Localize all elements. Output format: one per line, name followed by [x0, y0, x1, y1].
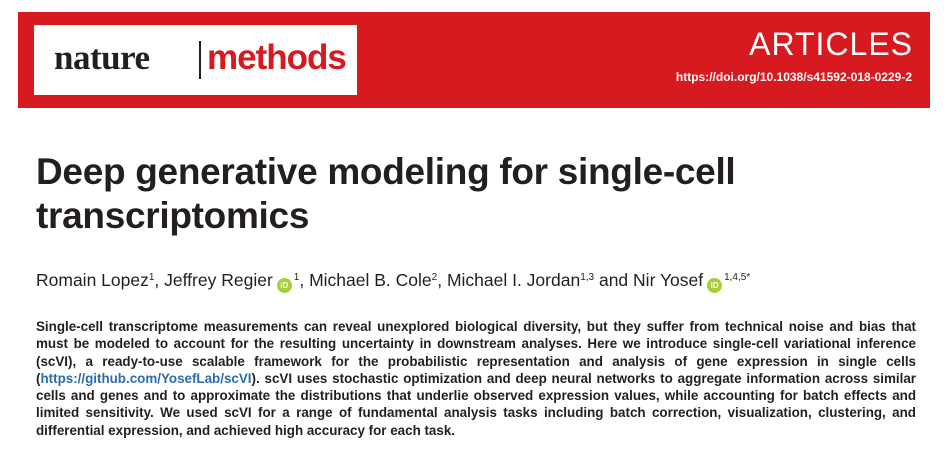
author-separator: , [299, 270, 310, 290]
affiliation-marker: 1,3 [580, 272, 595, 283]
author-regier[interactable]: Jeffrey Regier [164, 270, 273, 290]
logo-methods-text: methods [207, 38, 346, 77]
author-separator: , [154, 270, 165, 290]
title-line-1: Deep generative modeling for single-cell [36, 151, 736, 192]
affiliation-marker: 2 [431, 272, 438, 283]
author-lopez[interactable]: Romain Lopez [36, 270, 149, 290]
article-type-label: ARTICLES [749, 26, 913, 62]
affiliation-marker: 1,4,5* [724, 272, 751, 283]
author-separator: , [437, 270, 447, 290]
logo-divider [199, 41, 201, 79]
orcid-icon[interactable]: iD [277, 278, 292, 293]
author-yosef[interactable]: Nir Yosef [633, 270, 704, 290]
doi-link[interactable]: https://doi.org/10.1038/s41592-018-0229-2 [675, 70, 912, 84]
github-link[interactable]: https://github.com/YosefLab/scVI [40, 370, 252, 386]
orcid-icon[interactable]: iD [707, 278, 722, 293]
abstract [36, 318, 916, 439]
journal-logo[interactable] [34, 25, 357, 95]
article-title [36, 150, 916, 238]
logo-nature-text: nature [54, 38, 150, 77]
author-separator: and [594, 270, 634, 290]
author-cole[interactable]: Michael B. Cole [309, 270, 432, 290]
author-jordan[interactable]: Michael I. Jordan [446, 270, 581, 290]
journal-header [18, 12, 930, 108]
affiliation-marker: 1 [148, 272, 155, 283]
author-list [36, 269, 926, 293]
abstract-text-part-1: Single-cell transcriptome measurements can reveal unexplored biological diversity, but they suffer from technical noise and bias that must be modeled to account for the resulting uncertainty in downstream analyses. Here we introduce single-cell variational inference (scVI), a ready-to-use scalable framework for the probabilistic representation and analysis of gene expression in single cells ( [36, 319, 916, 386]
title-line-2: transcriptomics [36, 195, 310, 236]
affiliation-marker: 1 [293, 272, 300, 283]
abstract-text-part-2: ). scVI uses stochastic optimization and deep neural networks to aggregate information across similar cells and genes and to approximate the distributions that underlie observed expression values, while accounting for batch effects and limited sensitivity. We used scVI for a range of fundamental analysis tasks including batch correction, visualization, clustering, and differential expression, and achieved high accuracy for each task. [36, 370, 916, 438]
